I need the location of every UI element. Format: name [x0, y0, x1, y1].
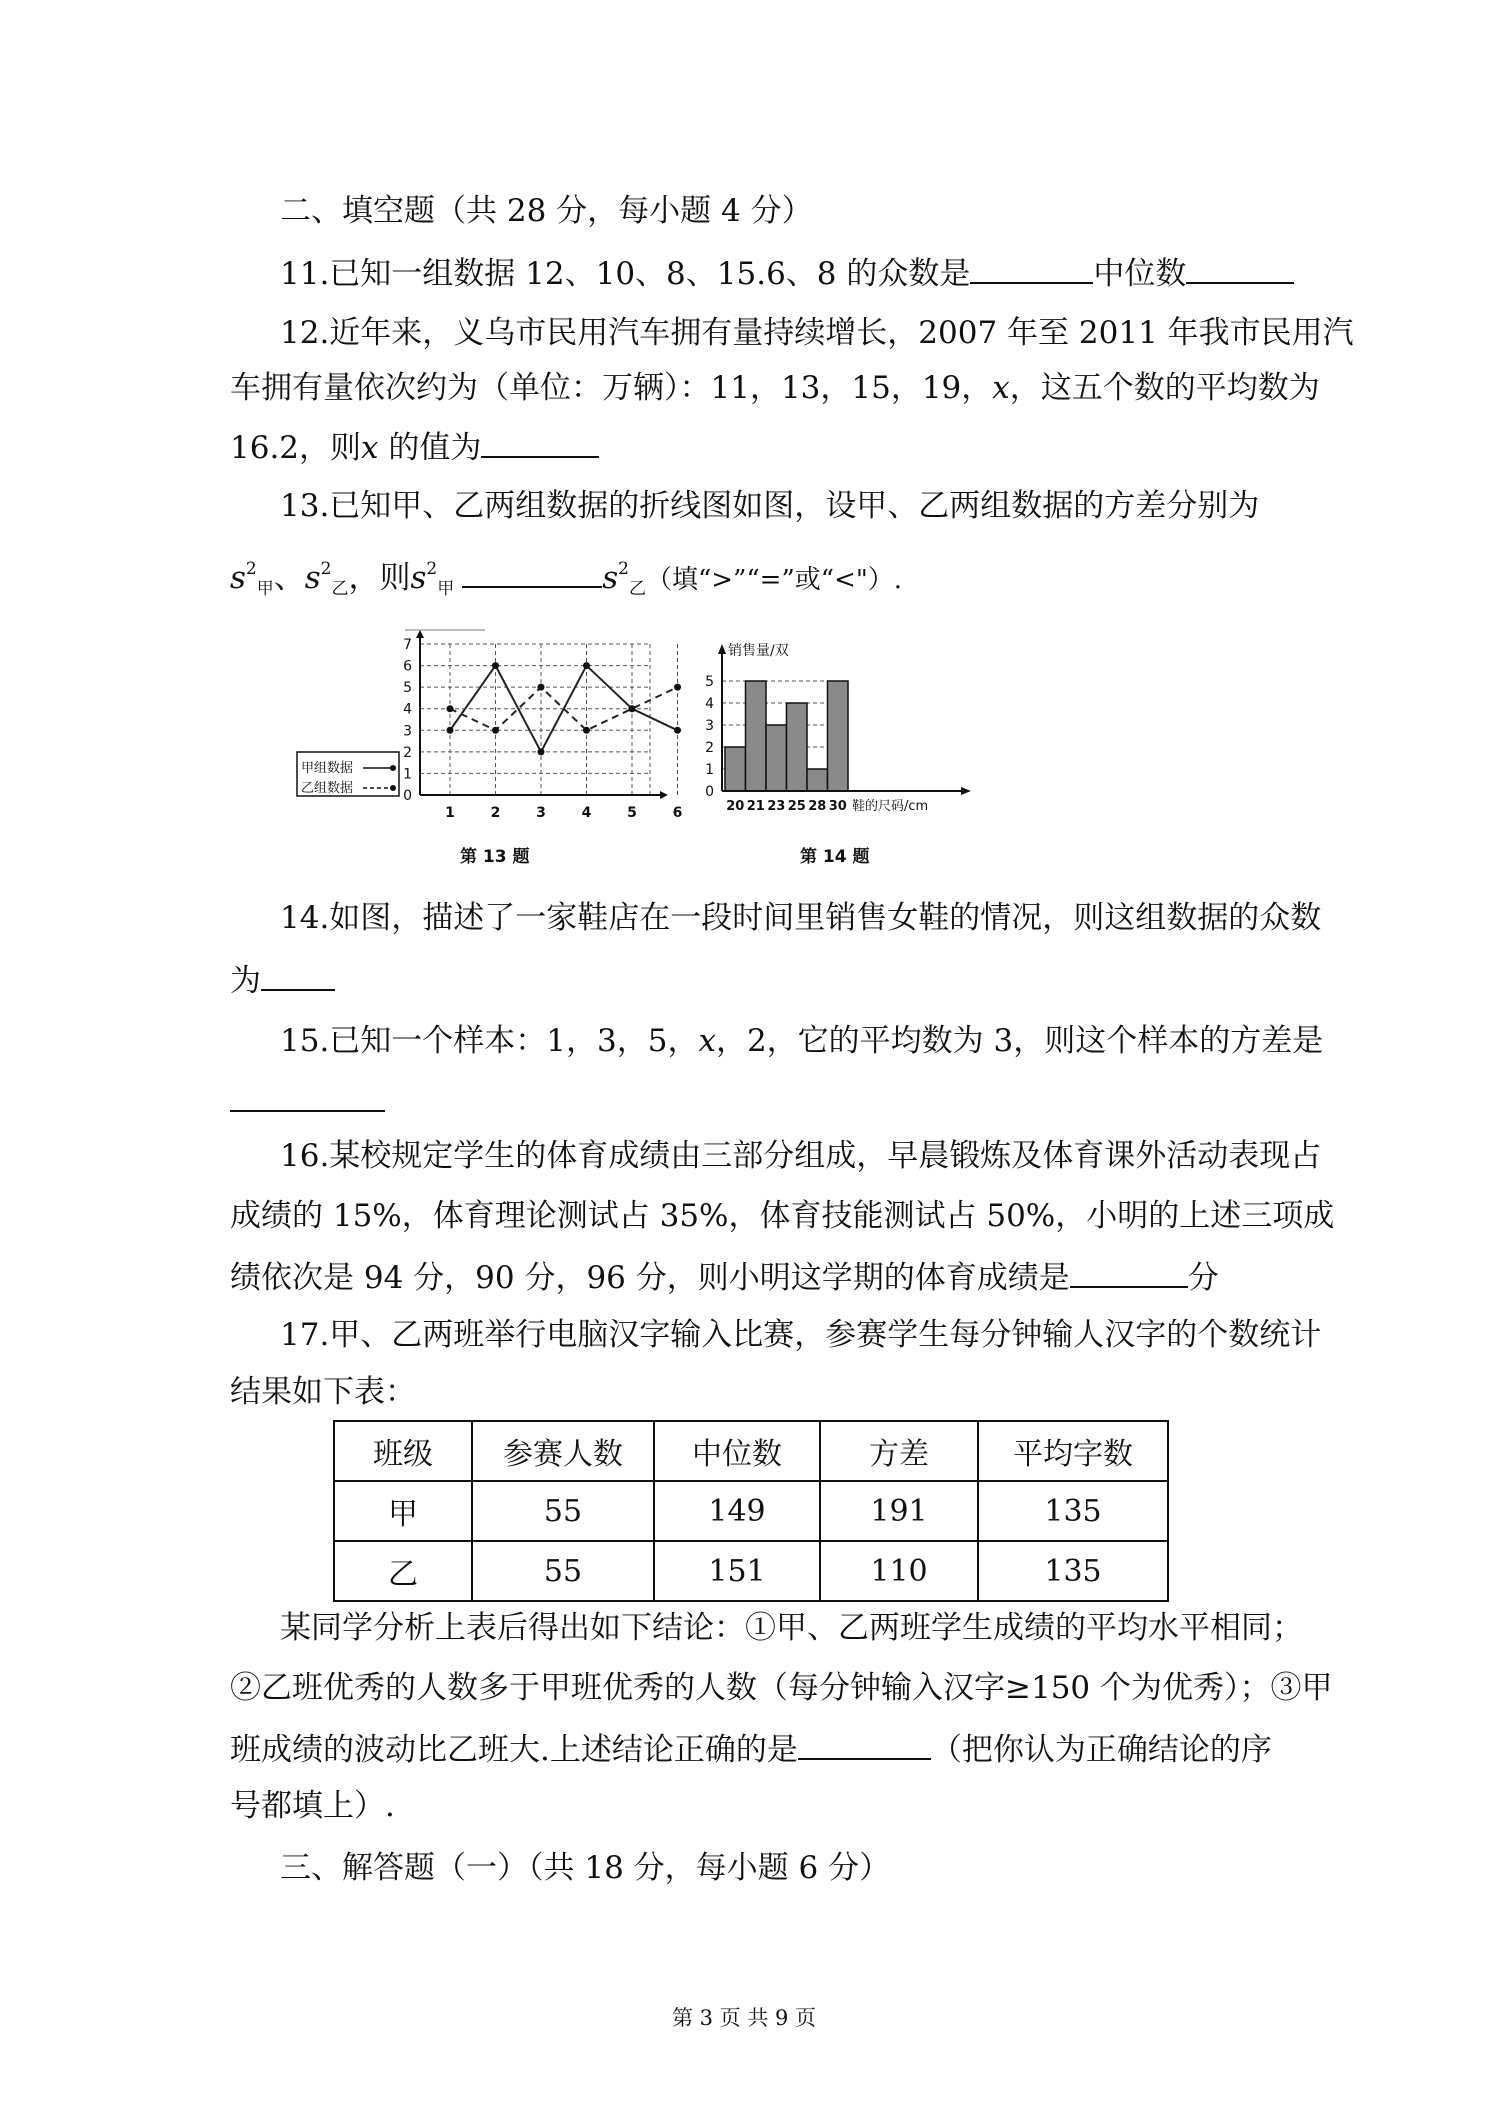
- x-tick-label: 2: [490, 805, 501, 821]
- score-table: [333, 1420, 1169, 1602]
- subscript-jia: 甲: [437, 579, 455, 599]
- figure-14-caption: 第 14 题: [800, 847, 870, 867]
- q17-blank: [798, 1728, 931, 1760]
- q12-text-b: ，这五个数的平均数为: [1009, 370, 1320, 406]
- bar: [766, 725, 787, 791]
- q15-blank: [230, 1080, 385, 1112]
- separator: 、: [273, 560, 305, 596]
- question-14-line1: 14.如图，描述了一家鞋店在一段时间里销售女鞋的情况，则这组数据的众数: [280, 900, 1322, 936]
- square-superscript: 2: [245, 559, 257, 579]
- table-header-cell: 参赛人数: [472, 1421, 654, 1481]
- s-symbol: s: [410, 560, 427, 596]
- data-point: [538, 748, 545, 755]
- q16-blank: [1070, 1256, 1188, 1288]
- figure-14-bar-chart: [692, 636, 982, 826]
- question-15-line1: [280, 1021, 1323, 1061]
- legend-label: 甲组数据: [301, 761, 354, 776]
- y-tick-label: 7: [403, 637, 412, 653]
- question-17-line1: 17.甲、乙两班举行电脑汉字输入比赛，参赛学生每分钟输人汉字的个数统计: [280, 1317, 1322, 1353]
- table-cell: 55: [472, 1481, 654, 1541]
- table-header-cell: 方差: [820, 1421, 978, 1481]
- x-tick-label: 23: [767, 799, 786, 814]
- y-tick-label: 1: [705, 762, 714, 778]
- question-11: [280, 252, 1294, 294]
- question-14-line2: [230, 959, 335, 1001]
- table-header-cell: 平均字数: [978, 1421, 1168, 1481]
- conclusion-line2: ②乙班优秀的人数多于甲班优秀的人数（每分钟输入汉字≥150 个为优秀）；③甲: [230, 1670, 1333, 1706]
- q13-blank: [462, 556, 602, 588]
- q11-median-label: 中位数: [1093, 256, 1187, 292]
- question-16-line1: 16.某校规定学生的体育成绩由三部分组成，早晨锻炼及体育课外活动表现占: [280, 1138, 1322, 1174]
- y-tick-label: 4: [403, 701, 412, 718]
- q12-text-a: 车拥有量依次约为（单位：万辆）：11，13，15，19，: [230, 370, 993, 406]
- data-point: [492, 727, 499, 734]
- x-tick-label: 4: [581, 805, 592, 821]
- q16-unit: 分: [1187, 1260, 1219, 1296]
- section-heading: 二、填空题（共 28 分，每小题 4 分）: [280, 193, 813, 229]
- data-point: [447, 705, 454, 712]
- x-axis-label: 鞋的尺码/cm: [852, 799, 929, 814]
- figure-13-line-chart: [295, 622, 683, 870]
- legend-marker: [390, 765, 396, 771]
- data-point: [583, 727, 590, 734]
- question-17-line2: 结果如下表：: [230, 1374, 416, 1410]
- bar: [807, 769, 828, 791]
- table-cell: 191: [820, 1481, 978, 1541]
- square-superscript: 2: [618, 559, 629, 579]
- x-tick-label: 1: [445, 805, 455, 821]
- q12-variable-x2: x: [361, 430, 379, 466]
- table-cell: 55: [472, 1541, 654, 1601]
- x-tick-label: 5: [627, 805, 637, 821]
- legend-marker: [390, 785, 396, 791]
- q12-blank: [481, 426, 599, 458]
- table-cell: 135: [978, 1541, 1168, 1601]
- q16-text: 绩依次是 94 分，90 分，96 分，则小明这学期的体育成绩是: [230, 1260, 1070, 1296]
- table-cell: 149: [654, 1481, 820, 1541]
- y-tick-label: 5: [403, 680, 412, 697]
- x-tick-label: 21: [746, 799, 765, 814]
- table-header-row: [334, 1421, 1168, 1481]
- table-cell: 151: [654, 1541, 820, 1601]
- q14-text: 为: [230, 963, 261, 999]
- fill-instruction: （填“>”“=”或“<"）.: [646, 565, 903, 595]
- y-tick-label: 0: [403, 788, 412, 804]
- table-header-cell: 中位数: [654, 1421, 820, 1481]
- square-superscript: 2: [426, 559, 438, 579]
- q11-blank-median: [1186, 252, 1294, 284]
- q11-blank-mode: [970, 252, 1093, 284]
- s-symbol: s: [602, 560, 619, 596]
- data-point: [492, 662, 499, 669]
- conclusion-line4: 号都填上）.: [230, 1788, 395, 1824]
- data-point: [674, 684, 681, 691]
- then-text: ，则: [348, 560, 411, 596]
- q12-text-d: 的值为: [378, 430, 482, 466]
- bar: [725, 747, 746, 791]
- x-tick-label: 20: [726, 799, 745, 814]
- question-12-line3: [230, 426, 599, 468]
- y-tick-label: 0: [705, 784, 714, 800]
- q12-text-c: 16.2，则: [230, 430, 362, 466]
- page-footer: 第 3 页 共 9 页: [671, 2006, 817, 2030]
- data-point: [674, 727, 681, 734]
- table-cell: 乙: [334, 1541, 472, 1601]
- y-tick-label: 2: [705, 740, 714, 756]
- x-tick-label: 30: [828, 799, 847, 814]
- x-tick-label: 28: [808, 799, 827, 814]
- square-superscript: 2: [320, 559, 332, 579]
- question-12-line2: [230, 368, 1320, 408]
- question-13-line1: 13.已知甲、乙两组数据的折线图如图，设甲、乙两组数据的方差分别为: [280, 488, 1260, 524]
- x-axis-arrow: [961, 787, 971, 795]
- x-tick-label: 6: [672, 805, 683, 821]
- data-point: [538, 684, 545, 691]
- y-tick-label: 3: [403, 723, 412, 740]
- conclusion-text-b: （把你认为正确结论的序: [930, 1732, 1272, 1768]
- q15-text-a: 15.已知一个样本：1，3，5，: [280, 1023, 699, 1059]
- table-row: [334, 1541, 1168, 1601]
- data-point: [583, 662, 590, 669]
- subscript-yi: 乙: [629, 579, 646, 599]
- q15-variable-x: x: [698, 1023, 716, 1059]
- q11-text: 11.已知一组数据 12、10、8、15.6、8 的众数是: [280, 256, 971, 292]
- y-tick-label: 3: [705, 718, 714, 734]
- conclusion-line1: 某同学分析上表后得出如下结论：①甲、乙两班学生成绩的平均水平相同；: [280, 1610, 1303, 1646]
- table-cell: 甲: [334, 1481, 472, 1541]
- section-heading: 三、解答题（一）（共 18 分，每小题 6 分）: [280, 1850, 891, 1886]
- figure-13-caption: 第 13 题: [460, 847, 530, 867]
- q15-text-b: ，2，它的平均数为 3，则这个样本的方差是: [715, 1023, 1324, 1059]
- data-point: [447, 727, 454, 734]
- y-axis-arrow: [416, 630, 424, 638]
- s-symbol: s: [230, 560, 246, 596]
- table-cell: 135: [978, 1481, 1168, 1541]
- x-tick-label: 25: [787, 799, 806, 814]
- data-point: [629, 705, 636, 712]
- q14-blank: [261, 959, 335, 991]
- question-16-line3: [230, 1256, 1219, 1298]
- table-cell: 110: [820, 1541, 978, 1601]
- conclusion-text-a: 班成绩的波动比乙班大.上述结论正确的是: [230, 1732, 798, 1768]
- question-12-line1: 12.近年来，义乌市民用汽车拥有量持续增长，2007 年至 2011 年我市民用汽: [280, 315, 1354, 351]
- x-tick-label: 3: [536, 805, 546, 821]
- y-tick-label: 6: [403, 658, 412, 675]
- q12-variable-x: x: [992, 370, 1010, 406]
- subscript-jia: 甲: [256, 579, 274, 599]
- table-row: [334, 1481, 1168, 1541]
- y-tick-label: 1: [403, 766, 412, 783]
- bar: [787, 703, 808, 791]
- s-symbol: s: [304, 560, 321, 596]
- legend-label: 乙组数据: [301, 781, 354, 796]
- y-axis-arrow: [718, 644, 726, 654]
- subscript-yi: 乙: [331, 579, 349, 599]
- bar: [746, 681, 767, 791]
- y-tick-label: 2: [403, 744, 412, 761]
- y-axis-label: 销售量/双: [728, 643, 789, 659]
- conclusion-line3: [230, 1728, 1272, 1770]
- table-header-cell: 班级: [334, 1421, 472, 1481]
- y-tick-label: 5: [705, 674, 714, 690]
- bar: [828, 681, 849, 791]
- y-tick-label: 4: [705, 696, 714, 712]
- question-16-line2: 成绩的 15%，体育理论测试占 35%，体育技能测试占 50%，小明的上述三项成: [230, 1198, 1335, 1234]
- x-axis-arrow: [660, 791, 668, 799]
- question-13-line2: [230, 549, 902, 609]
